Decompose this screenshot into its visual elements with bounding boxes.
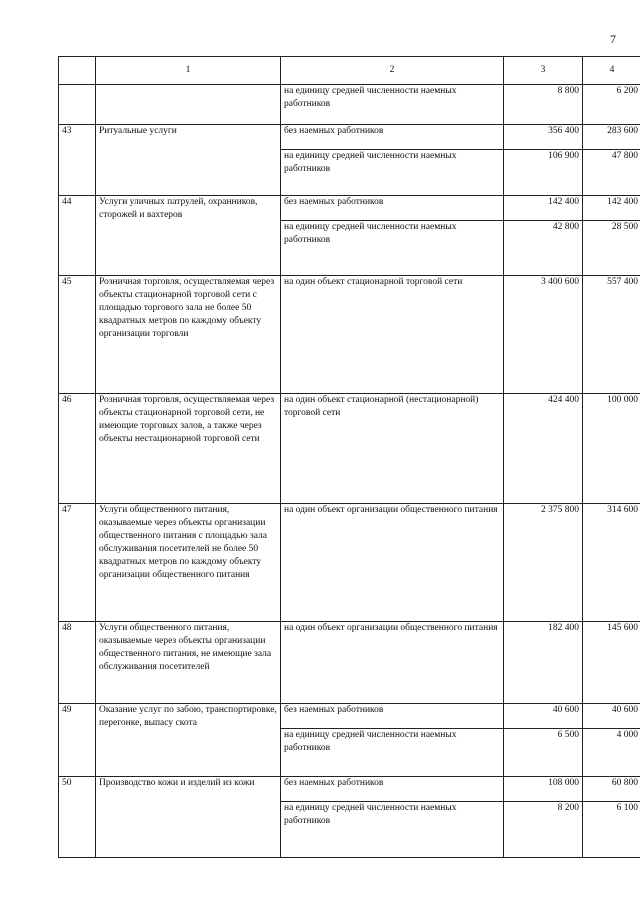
row-id: 43	[59, 125, 96, 196]
header-cell	[59, 57, 96, 85]
row-id	[59, 85, 96, 125]
row-basis: на единицу средней численности наемных работников	[281, 802, 504, 858]
row-description: Оказание услуг по забою, транспортировке, перегонке, выпасу скота	[96, 704, 281, 777]
row-value-col3: 3 400 600	[504, 276, 583, 394]
row-value-col4: 142 400	[583, 196, 640, 221]
row-description	[96, 85, 281, 125]
row-id: 49	[59, 704, 96, 777]
table-row	[59, 622, 640, 704]
row-value-col3: 142 400	[504, 196, 583, 221]
row-basis: на единицу средней численности наемных работников	[281, 150, 504, 196]
header-cell: 4	[583, 57, 640, 85]
row-description: Ритуальные услуги	[96, 125, 281, 196]
row-value-col4: 6 200	[583, 85, 640, 125]
table-row	[59, 394, 640, 504]
row-value-col4: 145 600	[583, 622, 640, 704]
row-value-col4: 60 800	[583, 777, 640, 802]
row-description: Услуги общественного питания, оказываемые через объекты организации общественного питания, не имеющие зала обслуживания посетителей	[96, 622, 281, 704]
row-basis: без наемных работников	[281, 196, 504, 221]
row-basis: без наемных работников	[281, 125, 504, 150]
header-cell: 3	[504, 57, 583, 85]
row-value-col3: 40 600	[504, 704, 583, 729]
table-row	[59, 276, 640, 394]
row-value-col3: 106 900	[504, 150, 583, 196]
row-basis: на единицу средней численности наемных работников	[281, 85, 504, 125]
row-description: Розничная торговля, осуществляемая через объекты стационарной торговой сети с площадью торгового зала не более 50 квадратных метров по каждому объекту организации торговли	[96, 276, 281, 394]
rates-table	[58, 56, 640, 858]
row-value-col3: 42 800	[504, 221, 583, 276]
row-value-col3: 182 400	[504, 622, 583, 704]
row-value-col3: 2 375 800	[504, 504, 583, 622]
row-description: Розничная торговля, осуществляемая через объекты стационарной торговой сети, не имеющие торговых залов, а также через объекты нестационарной торговой сети	[96, 394, 281, 504]
row-description: Услуги общественного питания, оказываемые через объекты организации общественного питания с площадью зала обслуживания посетителей не более 50 квадратных метров по каждому объекту организации общественного питания	[96, 504, 281, 622]
row-basis: на один объект организации общественного питания	[281, 622, 504, 704]
table-row	[59, 504, 640, 622]
row-value-col4: 314 600	[583, 504, 640, 622]
row-basis: на один объект организации общественного питания	[281, 504, 504, 622]
page-number: 7	[610, 32, 616, 46]
row-value-col3: 8 800	[504, 85, 583, 125]
row-id: 45	[59, 276, 96, 394]
row-id: 48	[59, 622, 96, 704]
row-value-col4: 100 000	[583, 394, 640, 504]
row-value-col4: 557 400	[583, 276, 640, 394]
row-basis: на единицу средней численности наемных работников	[281, 729, 504, 777]
row-id: 44	[59, 196, 96, 276]
row-id: 50	[59, 777, 96, 858]
row-value-col4: 4 000	[583, 729, 640, 777]
row-value-col4: 6 100	[583, 802, 640, 858]
table-row	[59, 85, 640, 125]
row-value-col4: 283 600	[583, 125, 640, 150]
table-row	[59, 125, 640, 150]
row-value-col4: 28 500	[583, 221, 640, 276]
table-row	[59, 777, 640, 802]
table-row	[59, 196, 640, 221]
header-cell: 1	[96, 57, 281, 85]
table-row	[59, 704, 640, 729]
row-id: 47	[59, 504, 96, 622]
row-basis: на единицу средней численности наемных работников	[281, 221, 504, 276]
row-value-col3: 6 500	[504, 729, 583, 777]
row-value-col4: 40 600	[583, 704, 640, 729]
row-value-col4: 47 800	[583, 150, 640, 196]
table-header-row	[59, 57, 640, 85]
row-basis: на один объект стационарной (нестационарной) торговой сети	[281, 394, 504, 504]
row-description: Производство кожи и изделий из кожи	[96, 777, 281, 858]
row-value-col3: 8 200	[504, 802, 583, 858]
row-id: 46	[59, 394, 96, 504]
row-basis: без наемных работников	[281, 777, 504, 802]
row-value-col3: 424 400	[504, 394, 583, 504]
row-basis: без наемных работников	[281, 704, 504, 729]
header-cell: 2	[281, 57, 504, 85]
row-value-col3: 108 000	[504, 777, 583, 802]
row-description: Услуги уличных патрулей, охранников, сторожей и вахтеров	[96, 196, 281, 276]
row-value-col3: 356 400	[504, 125, 583, 150]
row-basis: на один объект стационарной торговой сети	[281, 276, 504, 394]
